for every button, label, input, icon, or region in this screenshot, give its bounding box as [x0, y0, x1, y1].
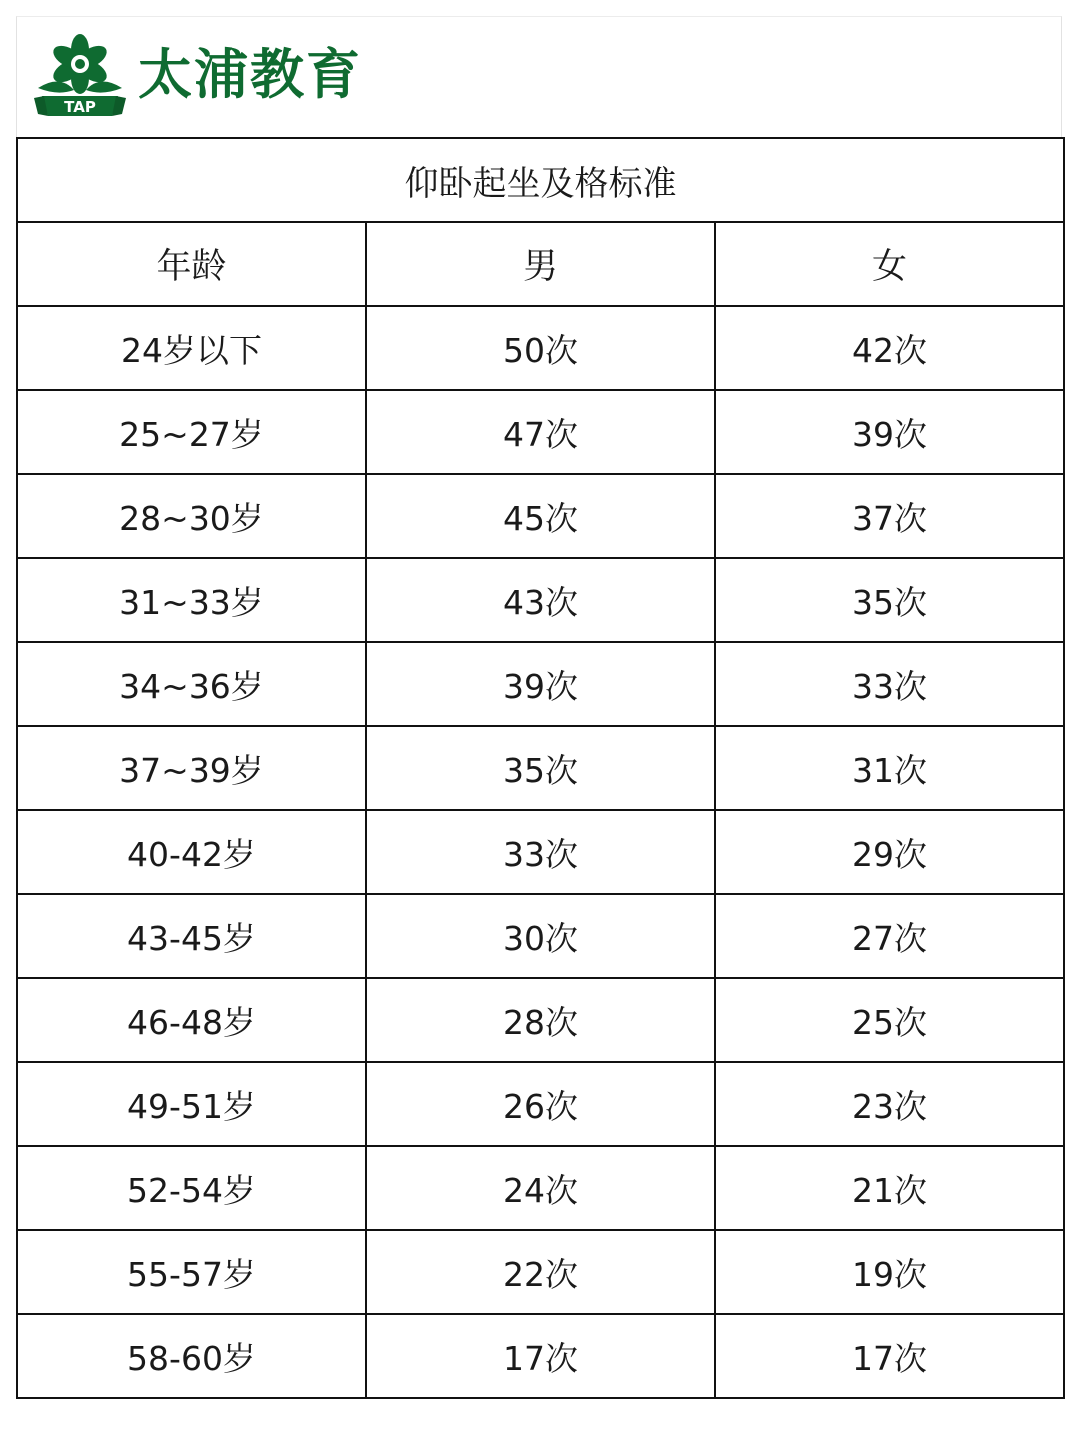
age-cell: 52-54岁	[17, 1146, 366, 1230]
age-cell: 37~39岁	[17, 726, 366, 810]
standards-table	[16, 137, 1065, 1399]
flower-emblem-icon	[30, 30, 130, 120]
male-count-cell: 28次	[366, 978, 715, 1062]
female-count-cell: 27次	[715, 894, 1064, 978]
female-count-cell: 19次	[715, 1230, 1064, 1314]
female-count-cell: 29次	[715, 810, 1064, 894]
table-title: 仰卧起坐及格标准	[17, 138, 1064, 222]
brand-name: 太浦教育	[138, 43, 362, 106]
male-count-cell: 30次	[366, 894, 715, 978]
female-count-cell: 42次	[715, 306, 1064, 390]
age-cell: 49-51岁	[17, 1062, 366, 1146]
table-row	[17, 1062, 1064, 1146]
age-cell: 55-57岁	[17, 1230, 366, 1314]
female-count-cell: 23次	[715, 1062, 1064, 1146]
column-header-age: 年龄	[17, 222, 366, 306]
table-row	[17, 306, 1064, 390]
age-cell: 31~33岁	[17, 558, 366, 642]
column-header-female: 女	[715, 222, 1064, 306]
table-row	[17, 726, 1064, 810]
age-cell: 34~36岁	[17, 642, 366, 726]
table-title-row	[17, 138, 1064, 222]
male-count-cell: 43次	[366, 558, 715, 642]
female-count-cell: 33次	[715, 642, 1064, 726]
table-row	[17, 1230, 1064, 1314]
male-count-cell: 22次	[366, 1230, 715, 1314]
table-row	[17, 810, 1064, 894]
table-row	[17, 1146, 1064, 1230]
table-row	[17, 474, 1064, 558]
table-row	[17, 642, 1064, 726]
age-cell: 25~27岁	[17, 390, 366, 474]
female-count-cell: 37次	[715, 474, 1064, 558]
female-count-cell: 21次	[715, 1146, 1064, 1230]
age-cell: 40-42岁	[17, 810, 366, 894]
table-row	[17, 894, 1064, 978]
male-count-cell: 26次	[366, 1062, 715, 1146]
female-count-cell: 39次	[715, 390, 1064, 474]
table-header-row	[17, 222, 1064, 306]
age-cell: 43-45岁	[17, 894, 366, 978]
table-row	[17, 558, 1064, 642]
age-cell: 46-48岁	[17, 978, 366, 1062]
brand-logo	[30, 30, 362, 120]
female-count-cell: 35次	[715, 558, 1064, 642]
male-count-cell: 47次	[366, 390, 715, 474]
male-count-cell: 39次	[366, 642, 715, 726]
female-count-cell: 25次	[715, 978, 1064, 1062]
male-count-cell: 33次	[366, 810, 715, 894]
male-count-cell: 24次	[366, 1146, 715, 1230]
table-row	[17, 978, 1064, 1062]
female-count-cell: 17次	[715, 1314, 1064, 1398]
table-row	[17, 1314, 1064, 1398]
table-row	[17, 390, 1064, 474]
age-cell: 58-60岁	[17, 1314, 366, 1398]
female-count-cell: 31次	[715, 726, 1064, 810]
age-cell: 24岁以下	[17, 306, 366, 390]
age-cell: 28~30岁	[17, 474, 366, 558]
male-count-cell: 35次	[366, 726, 715, 810]
male-count-cell: 17次	[366, 1314, 715, 1398]
male-count-cell: 45次	[366, 474, 715, 558]
male-count-cell: 50次	[366, 306, 715, 390]
logo-ribbon-text: TAP	[64, 98, 96, 116]
column-header-male: 男	[366, 222, 715, 306]
